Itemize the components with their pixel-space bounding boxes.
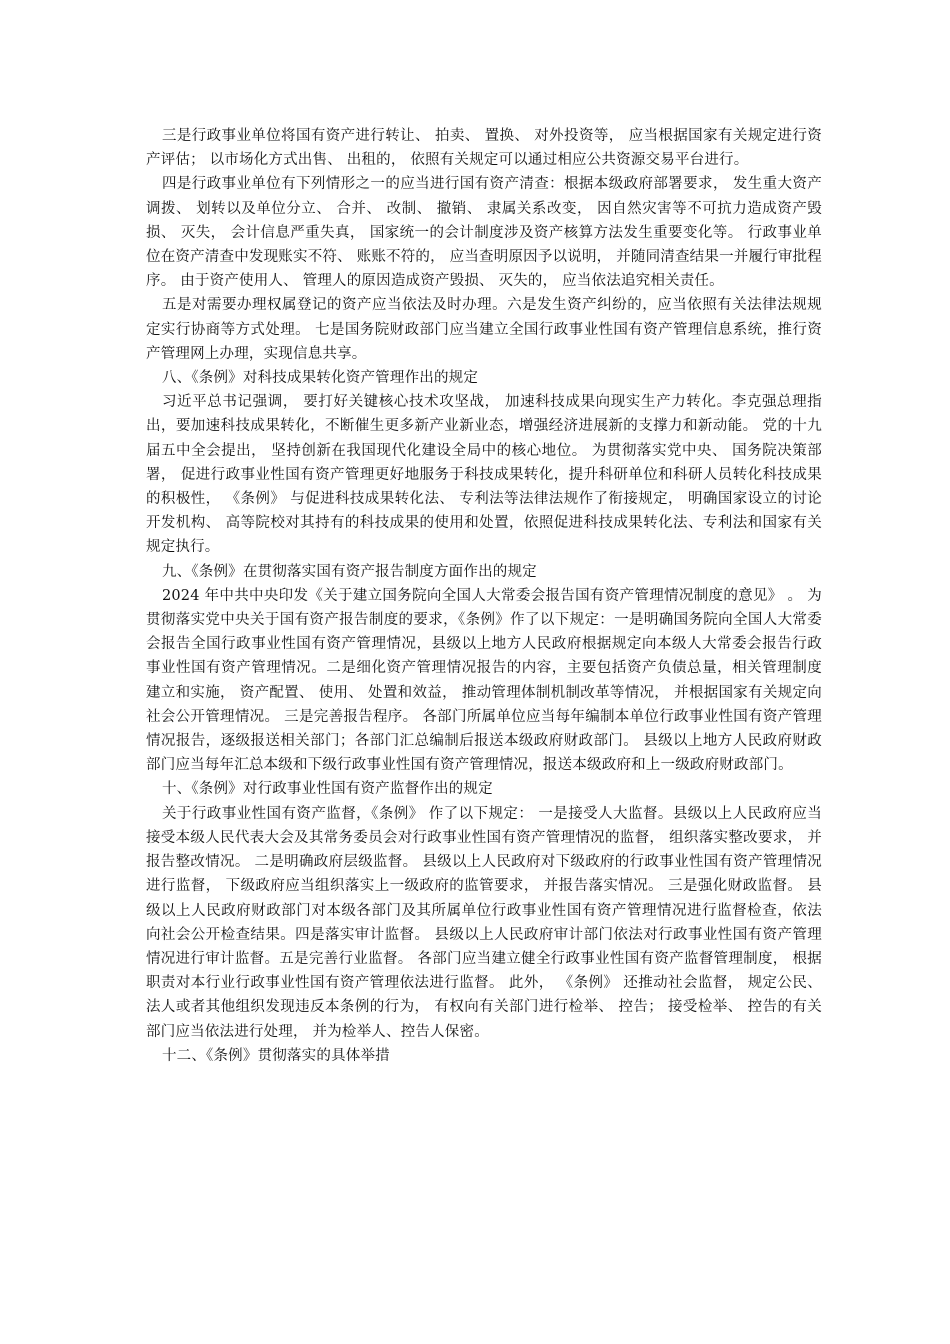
paragraph-ownership-registration: 五是对需要办理权属登记的资产应当依法及时办理。六是发生资产纠纷的，应当依照有关法律法规规定实行协商等方式处理。 七是国务院财政部门应当建立全国行政事业性国有资产管理信息系统，推行资产管理网上办理，实现信息共享。 <box>146 297 822 362</box>
paragraph-asset-inventory: 四是行政事业单位有下列情形之一的应当进行国有资产清查：根据本级政府部署要求， 发生重大资产调拨、 划转以及单位分立、 合并、 改制、 撤销、 隶属关系改变， 因自然灾害等不可抗力造成资产毁损、 灭失， 会计信息严重失真， 国家统一的会计制度涉及资产核算方法发生重要变化等。 行政事业单位在资产清查中发现账实不符、 账账不符的， 应当查明原因予以说明， 并随同清查结果一并履行审批程序。 由于资产使用人、 管理人的原因造成资产毁损、 灭失的， 应当依法追究相关责任。 <box>146 176 822 290</box>
document-body <box>146 124 822 1068</box>
paragraph-report-system: 2024 年中共中央印发《关于建立国务院向全国人大常委会报告国有资产管理情况制度的意见》 。 为贯彻落实党中央关于国有资产报告制度的要求，《条例》作了以下规定：一是明确国务院向全国人大常委会报告全国行政事业性国有资产管理情况，县级以上地方人民政府根据规定向本级人大常委会报告行政事业性国有资产管理情况。二是细化资产管理情况报告的内容，主要包括资产负债总量，相关管理制度建立和实施， 资产配置、 使用、 处置和效益， 推动管理体制机制改革等情况， 并根据国家有关规定向社会公开管理情况。 三是完善报告程序。 各部门所属单位应当每年编制本单位行政事业性国有资产管理情况报告，逐级报送相关部门；各部门汇总编制后报送本级政府财政部门。 县级以上地方人民政府财政部门应当每年汇总本级和下级行政事业性国有资产管理情况，报送本级政府和上一级政府财政部门。 <box>146 587 822 774</box>
paragraph-supervision: 关于行政事业性国有资产监督，《条例》 作了以下规定： 一是接受人大监督。县级以上人民政府应当接受本级人民代表大会及其常务委员会对行政事业性国有资产管理情况的监督， 组织落实整改要求， 并报告整改情况。 二是明确政府层级监督。 县级以上人民政府对下级政府的行政事业性国有资产管理情况进行监督， 下级政府应当组织落实上一级政府的监管要求， 并报告落实情况。 三是强化财政监督。 县级以上人民政府财政部门对本级各部门及其所属单位行政事业性国有资产管理情况进行监督检查，依法向社会公开检查结果。四是落实审计监督。 县级以上人民政府审计部门依法对行政事业性国有资产管理情况进行审计监督。五是完善行业监督。 各部门应当建立健全行政事业性国有资产监督管理制度， 根据职责对本行业行政事业性国有资产管理依法进行监督。 此外， 《条例》 还推动社会监督， 规定公民、 法人或者其他组织发现违反本条例的行为， 有权向有关部门进行检举、 控告； 接受检举、 控告的有关部门应当依法进行处理， 并为检举人、控告人保密。 <box>146 805 822 1040</box>
section-heading-9: 九、《条例》在贯彻落实国有资产报告制度方面作出的规定 <box>161 563 537 580</box>
section-heading-8: 八、《条例》对科技成果转化资产管理作出的规定 <box>161 370 479 387</box>
section-heading-10: 十、《条例》对行政事业性国有资产监督作出的规定 <box>161 781 493 798</box>
section-heading-12: 十二、《条例》贯彻落实的具体举措 <box>161 1047 390 1064</box>
paragraph-asset-transfer: 三是行政事业单位将国有资产进行转让、 拍卖、 置换、 对外投资等， 应当根据国家有关规定进行资产评估； 以市场化方式出售、 出租的， 依照有关规定可以通过相应公共资源交易平台进行。 <box>146 128 822 169</box>
paragraph-tech-transfer: 习近平总书记强调， 要打好关键核心技术攻坚战， 加速科技成果向现实生产力转化。李克强总理指出，要加速科技成果转化，不断催生更多新产业新业态，增强经济进展新的支撑力和新动能。 党的十九届五中全会提出， 坚持创新在我国现代化建设全局中的核心地位。 为贯彻落实党中央、 国务院决策部署， 促进行政事业性国有资产管理更好地服务于科技成果转化，提升科研单位和科研人员转化科技成果的积极性， 《条例》 与促进科技成果转化法、 专利法等法律法规作了衔接规定， 明确国家设立的讨论开发机构、 高等院校对其持有的科技成果的使用和处置，依照促进科技成果转化法、专利法和国家有关规定执行。 <box>146 394 822 556</box>
